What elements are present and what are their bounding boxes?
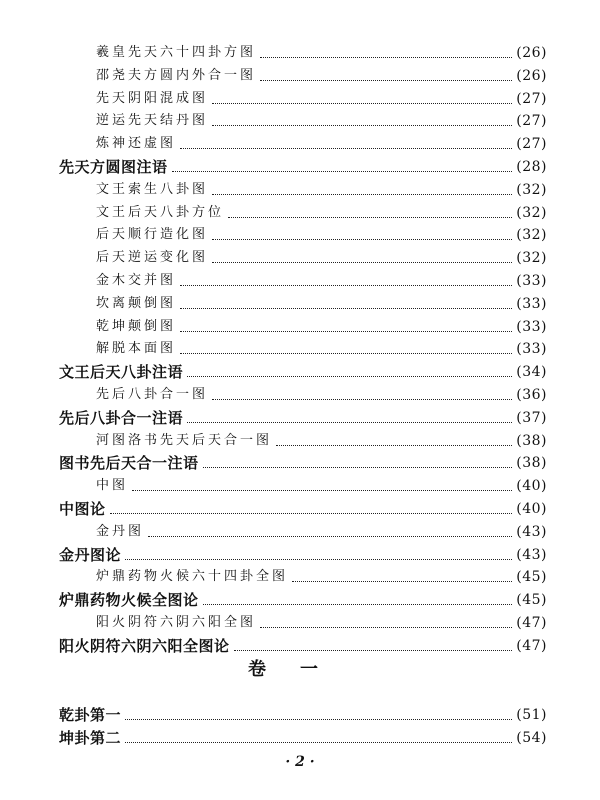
toc-leader-dots xyxy=(260,627,512,628)
toc-page-number: (32) xyxy=(516,204,547,221)
toc-chapter-row xyxy=(0,361,600,383)
toc-entry-title: 阳火阴符六阴六阳全图 xyxy=(96,615,257,630)
toc-page-number: (32) xyxy=(516,250,547,267)
toc-entry-title: 文王后天八卦方位 xyxy=(96,204,225,220)
toc-entry-title: 先天方圆图注语 xyxy=(59,158,168,176)
toc-leader-dots xyxy=(180,331,512,332)
toc-entry-title: 金木交并图 xyxy=(96,273,177,288)
toc-entry-title: 图书先后天合一注语 xyxy=(59,454,199,473)
toc-entry-title: 炉鼎药物火候六十四卦全图 xyxy=(96,569,289,585)
toc-page-number: (27) xyxy=(516,113,547,130)
toc-entry-row xyxy=(0,316,600,338)
toc-leader-dots xyxy=(212,262,512,263)
toc-entry-title: 乾卦第一 xyxy=(59,706,122,724)
toc-entry-row xyxy=(0,179,600,201)
toc-entry-title: 河图洛书先天后天合一图 xyxy=(96,432,273,448)
toc-entry-title: 先天阴阳混成图 xyxy=(96,90,209,106)
toc-entry-row xyxy=(0,338,600,360)
toc-leader-dots xyxy=(125,742,512,743)
toc-page-number: (34) xyxy=(516,364,547,381)
toc-page-number: (38) xyxy=(516,432,547,449)
toc-leader-dots xyxy=(187,376,512,377)
toc-leader-dots xyxy=(212,399,512,400)
toc-leader-dots xyxy=(180,285,512,286)
toc-leader-dots xyxy=(148,536,512,537)
toc-page-number: (33) xyxy=(516,341,547,358)
toc-entry-title: 文王索生八卦图 xyxy=(96,181,209,197)
toc-chapter-row xyxy=(0,156,600,178)
toc-leader-dots xyxy=(212,125,512,126)
toc-entry-title: 坎离颠倒图 xyxy=(96,295,177,311)
toc-entry-title: 坤卦第二 xyxy=(59,729,122,747)
toc-entry-row xyxy=(0,293,600,315)
toc-entry-row xyxy=(0,42,600,64)
toc-entry-row xyxy=(0,384,600,406)
toc-page-number: (33) xyxy=(516,273,547,289)
toc-entry-row xyxy=(0,65,600,87)
toc-page-number: (33) xyxy=(516,318,547,335)
toc-chapter-row xyxy=(0,589,600,611)
toc-leader-dots xyxy=(180,353,512,354)
toc-entry-title: 炉鼎药物火候全图论 xyxy=(59,591,199,610)
toc-page-number: (45) xyxy=(516,569,547,586)
toc-entry-title: 邵尧夫方圆内外合一图 xyxy=(96,67,257,83)
toc-page-number: (28) xyxy=(516,159,547,175)
toc-page-number: (51) xyxy=(516,707,547,723)
toc-page-number: (32) xyxy=(516,227,547,244)
toc-entry-title: 解脱本面图 xyxy=(96,341,177,357)
toc-page-number: (47) xyxy=(516,615,547,631)
toc-entry-title: 羲皇先天六十四卦方图 xyxy=(96,45,257,60)
toc-leader-dots xyxy=(212,194,512,195)
toc-leader-dots xyxy=(292,581,512,582)
toc-leader-dots xyxy=(260,80,512,81)
toc-leader-dots xyxy=(125,719,512,720)
toc-entry-title: 中图论 xyxy=(59,500,106,518)
toc-entry-row xyxy=(0,521,600,543)
toc-page-number: (40) xyxy=(516,478,547,495)
section-heading: 卷一 xyxy=(248,659,352,680)
toc-page-number: (33) xyxy=(516,295,547,312)
toc-chapter-row xyxy=(0,452,600,474)
toc-leader-dots xyxy=(212,103,512,104)
toc-page-number: (37) xyxy=(516,409,547,426)
toc-entry-title: 乾坤颠倒图 xyxy=(96,318,177,334)
toc-page-number: (38) xyxy=(516,455,547,472)
toc-leader-dots xyxy=(180,308,512,309)
toc-leader-dots xyxy=(228,217,512,218)
toc-entry-row xyxy=(0,202,600,224)
toc-leader-dots xyxy=(203,604,512,605)
toc-chapter-row xyxy=(0,407,600,429)
toc-page-number: (43) xyxy=(516,546,547,563)
toc-page-number: (26) xyxy=(516,45,547,61)
toc-entry-title: 后天逆运变化图 xyxy=(96,250,209,266)
toc-leader-dots xyxy=(110,513,512,514)
toc-entry-row xyxy=(0,612,600,634)
toc-entry-row xyxy=(0,133,600,155)
toc-page-number: (36) xyxy=(516,387,547,403)
toc-entry-row xyxy=(0,270,600,292)
toc-chapter-row xyxy=(0,727,600,749)
toc-leader-dots xyxy=(180,148,512,149)
toc-leader-dots xyxy=(234,650,512,651)
toc-chapter-row xyxy=(0,704,600,726)
toc-page-number: (45) xyxy=(516,592,547,609)
toc-chapter-row xyxy=(0,635,600,657)
toc-entry-title: 后天顺行造化图 xyxy=(96,227,209,243)
toc-page-number: (43) xyxy=(516,523,547,540)
toc-chapter-row xyxy=(0,498,600,520)
toc-entry-row xyxy=(0,110,600,132)
toc-leader-dots xyxy=(132,490,512,491)
toc-entry-row xyxy=(0,224,600,246)
toc-entry-title: 逆运先天结丹图 xyxy=(96,113,209,129)
toc-entry-title: 先后八卦合一注语 xyxy=(59,408,184,427)
toc-chapter-row xyxy=(0,544,600,566)
toc-leader-dots xyxy=(203,467,512,468)
toc-leader-dots xyxy=(172,171,512,172)
toc-entry-row xyxy=(0,247,600,269)
toc-page-number: (32) xyxy=(516,181,547,198)
toc-entry-row xyxy=(0,430,600,452)
toc-leader-dots xyxy=(212,239,512,240)
toc-leader-dots xyxy=(125,559,512,560)
toc-entry-title: 金丹图论 xyxy=(59,545,122,564)
toc-page-number: (27) xyxy=(516,90,547,107)
toc-entry-row xyxy=(0,475,600,497)
toc-entry-title: 阳火阴符六阴六阳全图论 xyxy=(59,636,230,655)
toc-page-number: (27) xyxy=(516,136,547,153)
toc-page-number: (54) xyxy=(516,730,547,746)
toc-leader-dots xyxy=(187,422,512,423)
toc-entry-title: 先后八卦合一图 xyxy=(96,387,209,402)
toc-entry-title: 金丹图 xyxy=(96,523,145,539)
toc-page-number: (47) xyxy=(516,637,547,654)
toc-entry-title: 文王后天八卦注语 xyxy=(59,363,184,382)
toc-leader-dots xyxy=(276,445,512,446)
toc-entry-row xyxy=(0,88,600,110)
toc-leader-dots xyxy=(260,57,512,58)
toc-entry-title: 中图 xyxy=(96,478,129,494)
toc-entry-row xyxy=(0,566,600,588)
toc-page-number: (40) xyxy=(516,501,547,517)
toc-page-number: (26) xyxy=(516,67,547,84)
toc-entry-title: 炼神还虚图 xyxy=(96,136,177,152)
page-number: · 2 · xyxy=(285,754,315,770)
